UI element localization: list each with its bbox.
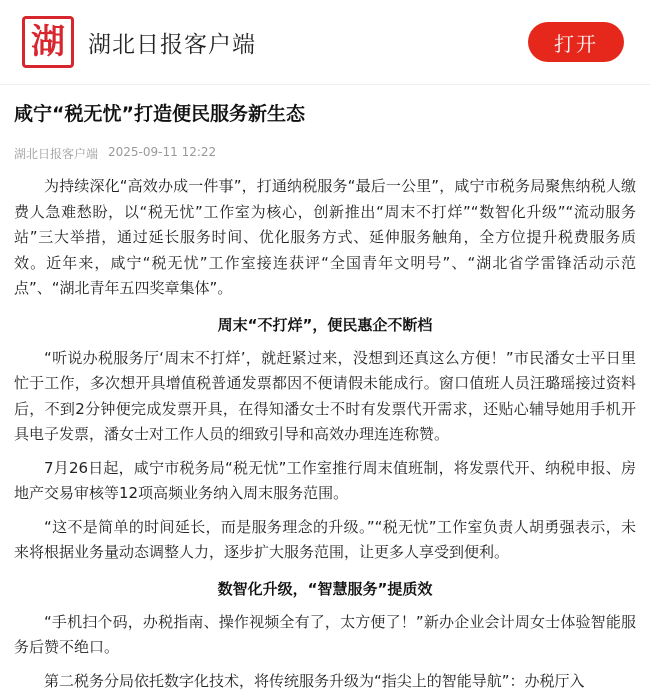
paragraph-intro: 为持续深化“高效办成一件事”，打通纳税服务“最后一公里”，咸宁市税务局聚焦纳税人缴费人急难愁盼，以“税无忧”工作室为核心，创新推出“周末不打烊”“数智化升级”“流动服务站”三大举措，通过延长服务时间、优化服务方式、延伸服务触角，全方位提升税费服务质效。近年来，咸宁“税无忧”工作室接连获评“全国青年文明号”、“湖北省学雷锋活动示范点”、“湖北青年五四奖章集体”。 bbox=[14, 174, 636, 302]
paragraph-weekend-story: “听说办税服务厅‘周末不打烊’，就赶紧过来，没想到还真这么方便！”市民潘女士平日里忙于工作，多次想开具增值税普通发票都因不便请假未能成行。窗口值班人员汪璐瑶接过资料后，不到2分钟便完成发票开具，在得知潘女士不时有发票代开需求，还贴心辅导她用手机开具电子发票，潘女士对工作人员的细致引导和高效办理连连称赞。 bbox=[14, 346, 636, 448]
paragraph-digital-detail: 第二税务分局依托数字化技术，将传统服务升级为“指尖上的智能导航”：办税厅入 bbox=[14, 669, 636, 694]
app-banner bbox=[0, 0, 650, 85]
article-meta bbox=[14, 145, 636, 162]
paragraph-digital-quote: “手机扫个码，办税指南、操作视频全有了，太方便了！”新办企业会计周女士体验智能服务后赞不绝口。 bbox=[14, 610, 636, 661]
article-source: 湖北日报客户端 bbox=[14, 145, 98, 162]
article-datetime: 2025-09-11 12:22 bbox=[108, 145, 216, 162]
open-app-button[interactable]: 打开 bbox=[528, 22, 624, 62]
section-heading-weekend: 周末“不打烊”，便民惠企不断档 bbox=[14, 312, 636, 338]
hubei-daily-logo bbox=[22, 16, 74, 68]
article bbox=[0, 101, 650, 694]
paragraph-weekend-policy: 7月26日起，咸宁市税务局“税无忧”工作室推行周末值班制，将发票代开、纳税申报、房地产交易审核等12项高频业务纳入周末服务范围。 bbox=[14, 456, 636, 507]
section-heading-digital: 数智化升级，“智慧服务”提质效 bbox=[14, 576, 636, 602]
article-title: 咸宁“税无忧”打造便民服务新生态 bbox=[14, 101, 636, 127]
logo-char: 湖 bbox=[31, 25, 65, 59]
paragraph-weekend-quote: “这不是简单的时间延长，而是服务理念的升级。”“税无忧”工作室负责人胡勇强表示，未来将根据业务量动态调整人力，逐步扩大服务范围，让更多人享受到便利。 bbox=[14, 515, 636, 566]
app-name: 湖北日报客户端 bbox=[88, 26, 256, 59]
